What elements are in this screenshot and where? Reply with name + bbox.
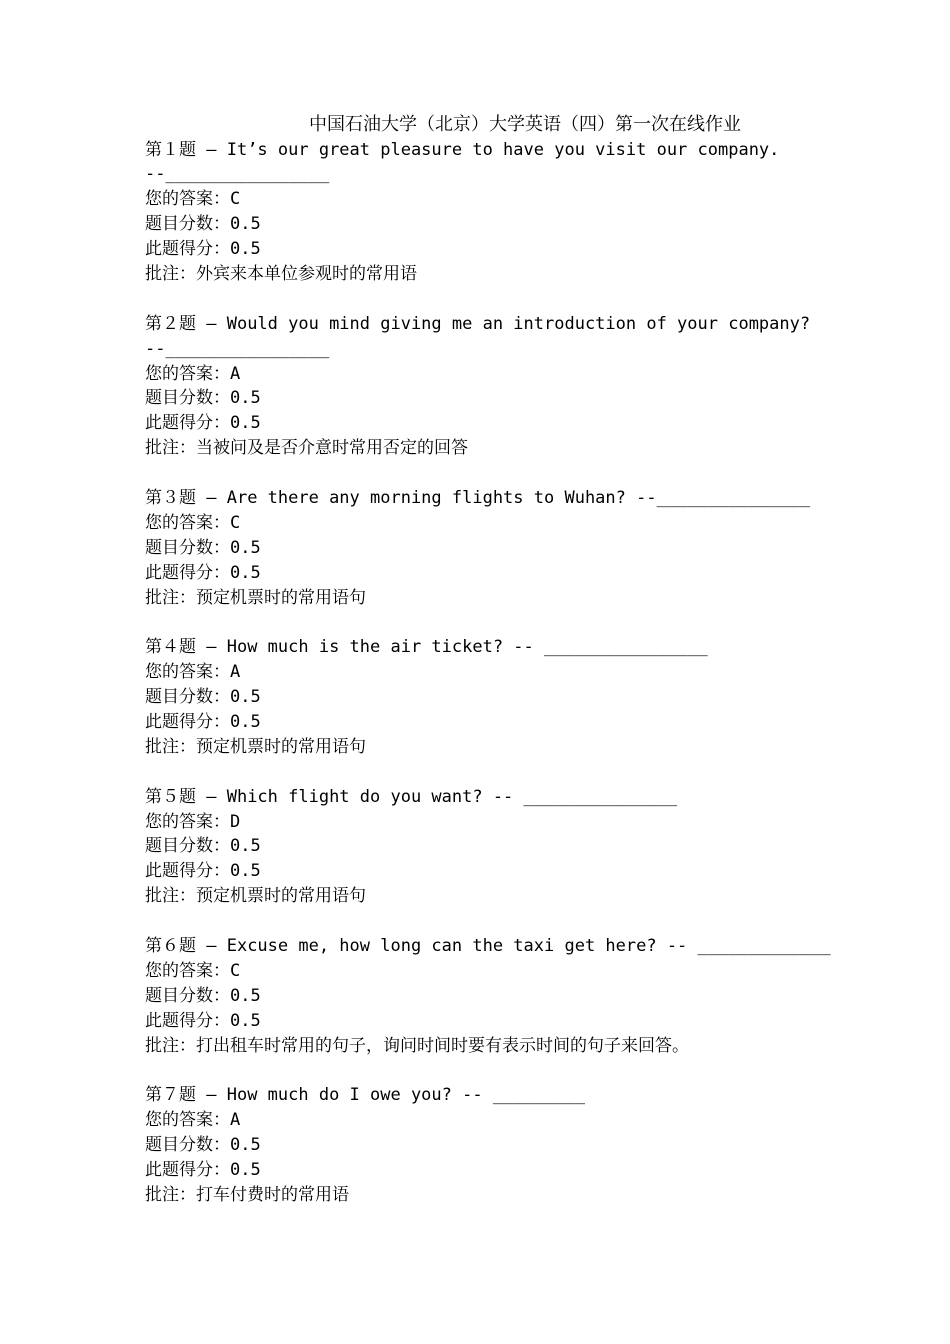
earned-score-row-value: 0.5 (230, 711, 261, 732)
earned-score-row (145, 1009, 845, 1034)
total-score-row-label: 题目分数： (145, 985, 230, 1006)
spacer (145, 909, 845, 934)
note-row-label: 批注： (145, 886, 196, 907)
spacer (145, 287, 845, 312)
answer-row (145, 362, 845, 387)
answer-row-value: C (230, 512, 241, 533)
question-separator: – (196, 313, 227, 334)
total-score-row (145, 1133, 845, 1158)
question-text (145, 312, 845, 337)
answer-row-value: C (230, 960, 241, 981)
note-row-label: 批注： (145, 1035, 196, 1056)
earned-score-row (145, 710, 845, 735)
total-score-row-value: 0.5 (230, 985, 261, 1006)
answer-row (145, 187, 845, 212)
note-row-value: 当被问及是否介意时常用否定的回答 (196, 438, 468, 459)
answer-row (145, 511, 845, 536)
question-line: How much is the air ticket? -- ________________ (226, 637, 708, 658)
question-item (145, 785, 845, 909)
answer-row (145, 810, 845, 835)
note-row (145, 884, 845, 909)
note-row-value: 外宾来本单位参观时的常用语 (196, 263, 417, 284)
answer-row (145, 660, 845, 685)
answer-row-label: 您的答案： (145, 960, 230, 981)
total-score-row (145, 834, 845, 859)
question-item (145, 934, 845, 1058)
spacer (145, 760, 845, 785)
question-separator: – (196, 786, 227, 807)
total-score-row (145, 685, 845, 710)
earned-score-row-label: 此题得分： (145, 239, 230, 260)
earned-score-row (145, 237, 845, 262)
question-item (145, 486, 845, 610)
question-text (145, 934, 845, 959)
question-text (145, 1083, 845, 1108)
note-row-value: 预定机票时的常用语句 (196, 587, 366, 608)
earned-score-row (145, 561, 845, 586)
earned-score-row-value: 0.5 (230, 239, 261, 260)
total-score-row-label: 题目分数： (145, 537, 230, 558)
question-text-continued (145, 337, 845, 362)
question-separator: – (196, 487, 227, 508)
question-text (145, 138, 845, 163)
answer-row-value: D (230, 811, 241, 832)
earned-score-row (145, 859, 845, 884)
note-row (145, 262, 845, 287)
answer-row-value: C (230, 189, 241, 210)
question-separator: – (196, 139, 227, 160)
total-score-row-value: 0.5 (230, 214, 261, 235)
total-score-row-label: 题目分数： (145, 388, 230, 409)
answer-row (145, 1108, 845, 1133)
total-score-row-label: 题目分数： (145, 214, 230, 235)
question-item (145, 312, 845, 461)
question-text (145, 785, 845, 810)
question-separator: – (196, 637, 227, 658)
earned-score-row-value: 0.5 (230, 1010, 261, 1031)
earned-score-row-value: 0.5 (230, 413, 261, 434)
note-row-label: 批注： (145, 1184, 196, 1205)
note-row-value: 预定机票时的常用语句 (196, 736, 366, 757)
note-row-label: 批注： (145, 587, 196, 608)
question-item (145, 635, 845, 759)
answer-row-label: 您的答案： (145, 811, 230, 832)
answer-row-label: 您的答案： (145, 662, 230, 683)
answer-row-value: A (230, 363, 241, 384)
total-score-row (145, 212, 845, 237)
note-row (145, 586, 845, 611)
note-row-label: 批注： (145, 438, 196, 459)
total-score-row-label: 题目分数： (145, 687, 230, 708)
note-row-label: 批注： (145, 263, 196, 284)
spacer (145, 1058, 845, 1083)
earned-score-row-label: 此题得分： (145, 562, 230, 583)
question-number: 第１题 (145, 139, 196, 160)
question-number: 第４题 (145, 637, 196, 658)
note-row-label: 批注： (145, 736, 196, 757)
note-row (145, 735, 845, 760)
question-line: Excuse me, how long can the taxi get here? -- _____________ (226, 936, 831, 956)
question-line: How much do I owe you? -- _________ (226, 1085, 585, 1106)
question-item (145, 138, 845, 287)
document-page (145, 113, 845, 1208)
earned-score-row-value: 0.5 (230, 562, 261, 583)
answer-row-value: A (230, 1110, 241, 1131)
question-number: 第５题 (145, 786, 196, 807)
total-score-row-value: 0.5 (230, 687, 261, 708)
question-line: It’s our great pleasure to have you visit our company. (226, 139, 780, 160)
total-score-row (145, 984, 845, 1009)
question-text (145, 486, 845, 511)
spacer (145, 461, 845, 486)
total-score-row-value: 0.5 (230, 537, 261, 558)
note-row-value: 预定机票时的常用语句 (196, 886, 366, 907)
answer-row-label: 您的答案： (145, 1110, 230, 1131)
question-text (145, 635, 845, 660)
question-text-continued (145, 162, 845, 187)
question-line: Would you mind giving me an introduction of your company? (226, 313, 811, 334)
earned-score-row-label: 此题得分： (145, 861, 230, 882)
answer-row (145, 959, 845, 984)
question-number: 第６题 (145, 936, 196, 956)
answer-row-value: A (230, 662, 241, 683)
note-row-value: 打出租车时常用的句子，询问时间时要有表示时间的句子来回答。 (196, 1035, 689, 1056)
question-line: --________________ (145, 338, 330, 359)
question-number: 第７题 (145, 1085, 196, 1106)
earned-score-row (145, 411, 845, 436)
document-title: 中国石油大学（北京）大学英语（四）第一次在线作业 (309, 114, 741, 135)
total-score-row-value: 0.5 (230, 836, 261, 857)
earned-score-row-label: 此题得分： (145, 1160, 230, 1181)
answer-row-label: 您的答案： (145, 189, 230, 210)
earned-score-row-label: 此题得分： (145, 1010, 230, 1031)
total-score-row (145, 536, 845, 561)
question-line: --________________ (145, 164, 330, 185)
earned-score-row-value: 0.5 (230, 861, 261, 882)
question-separator: – (196, 1085, 227, 1106)
question-list (145, 138, 845, 1208)
question-number: 第２题 (145, 313, 196, 334)
question-line: Are there any morning flights to Wuhan? --_______________ (226, 487, 811, 508)
note-row (145, 1183, 845, 1208)
question-number: 第３题 (145, 487, 196, 508)
total-score-row-label: 题目分数： (145, 1135, 230, 1156)
note-row (145, 1034, 845, 1059)
earned-score-row (145, 1158, 845, 1183)
earned-score-row-label: 此题得分： (145, 711, 230, 732)
total-score-row-value: 0.5 (230, 1135, 261, 1156)
answer-row-label: 您的答案： (145, 363, 230, 384)
note-row-value: 打车付费时的常用语 (196, 1184, 349, 1205)
answer-row-label: 您的答案： (145, 512, 230, 533)
earned-score-row-label: 此题得分： (145, 413, 230, 434)
earned-score-row-value: 0.5 (230, 1160, 261, 1181)
note-row (145, 436, 845, 461)
total-score-row-value: 0.5 (230, 388, 261, 409)
question-separator: – (196, 936, 227, 956)
spacer (145, 610, 845, 635)
total-score-row-label: 题目分数： (145, 836, 230, 857)
total-score-row (145, 386, 845, 411)
question-line: Which flight do you want? -- _______________ (226, 786, 678, 807)
question-item (145, 1083, 845, 1207)
